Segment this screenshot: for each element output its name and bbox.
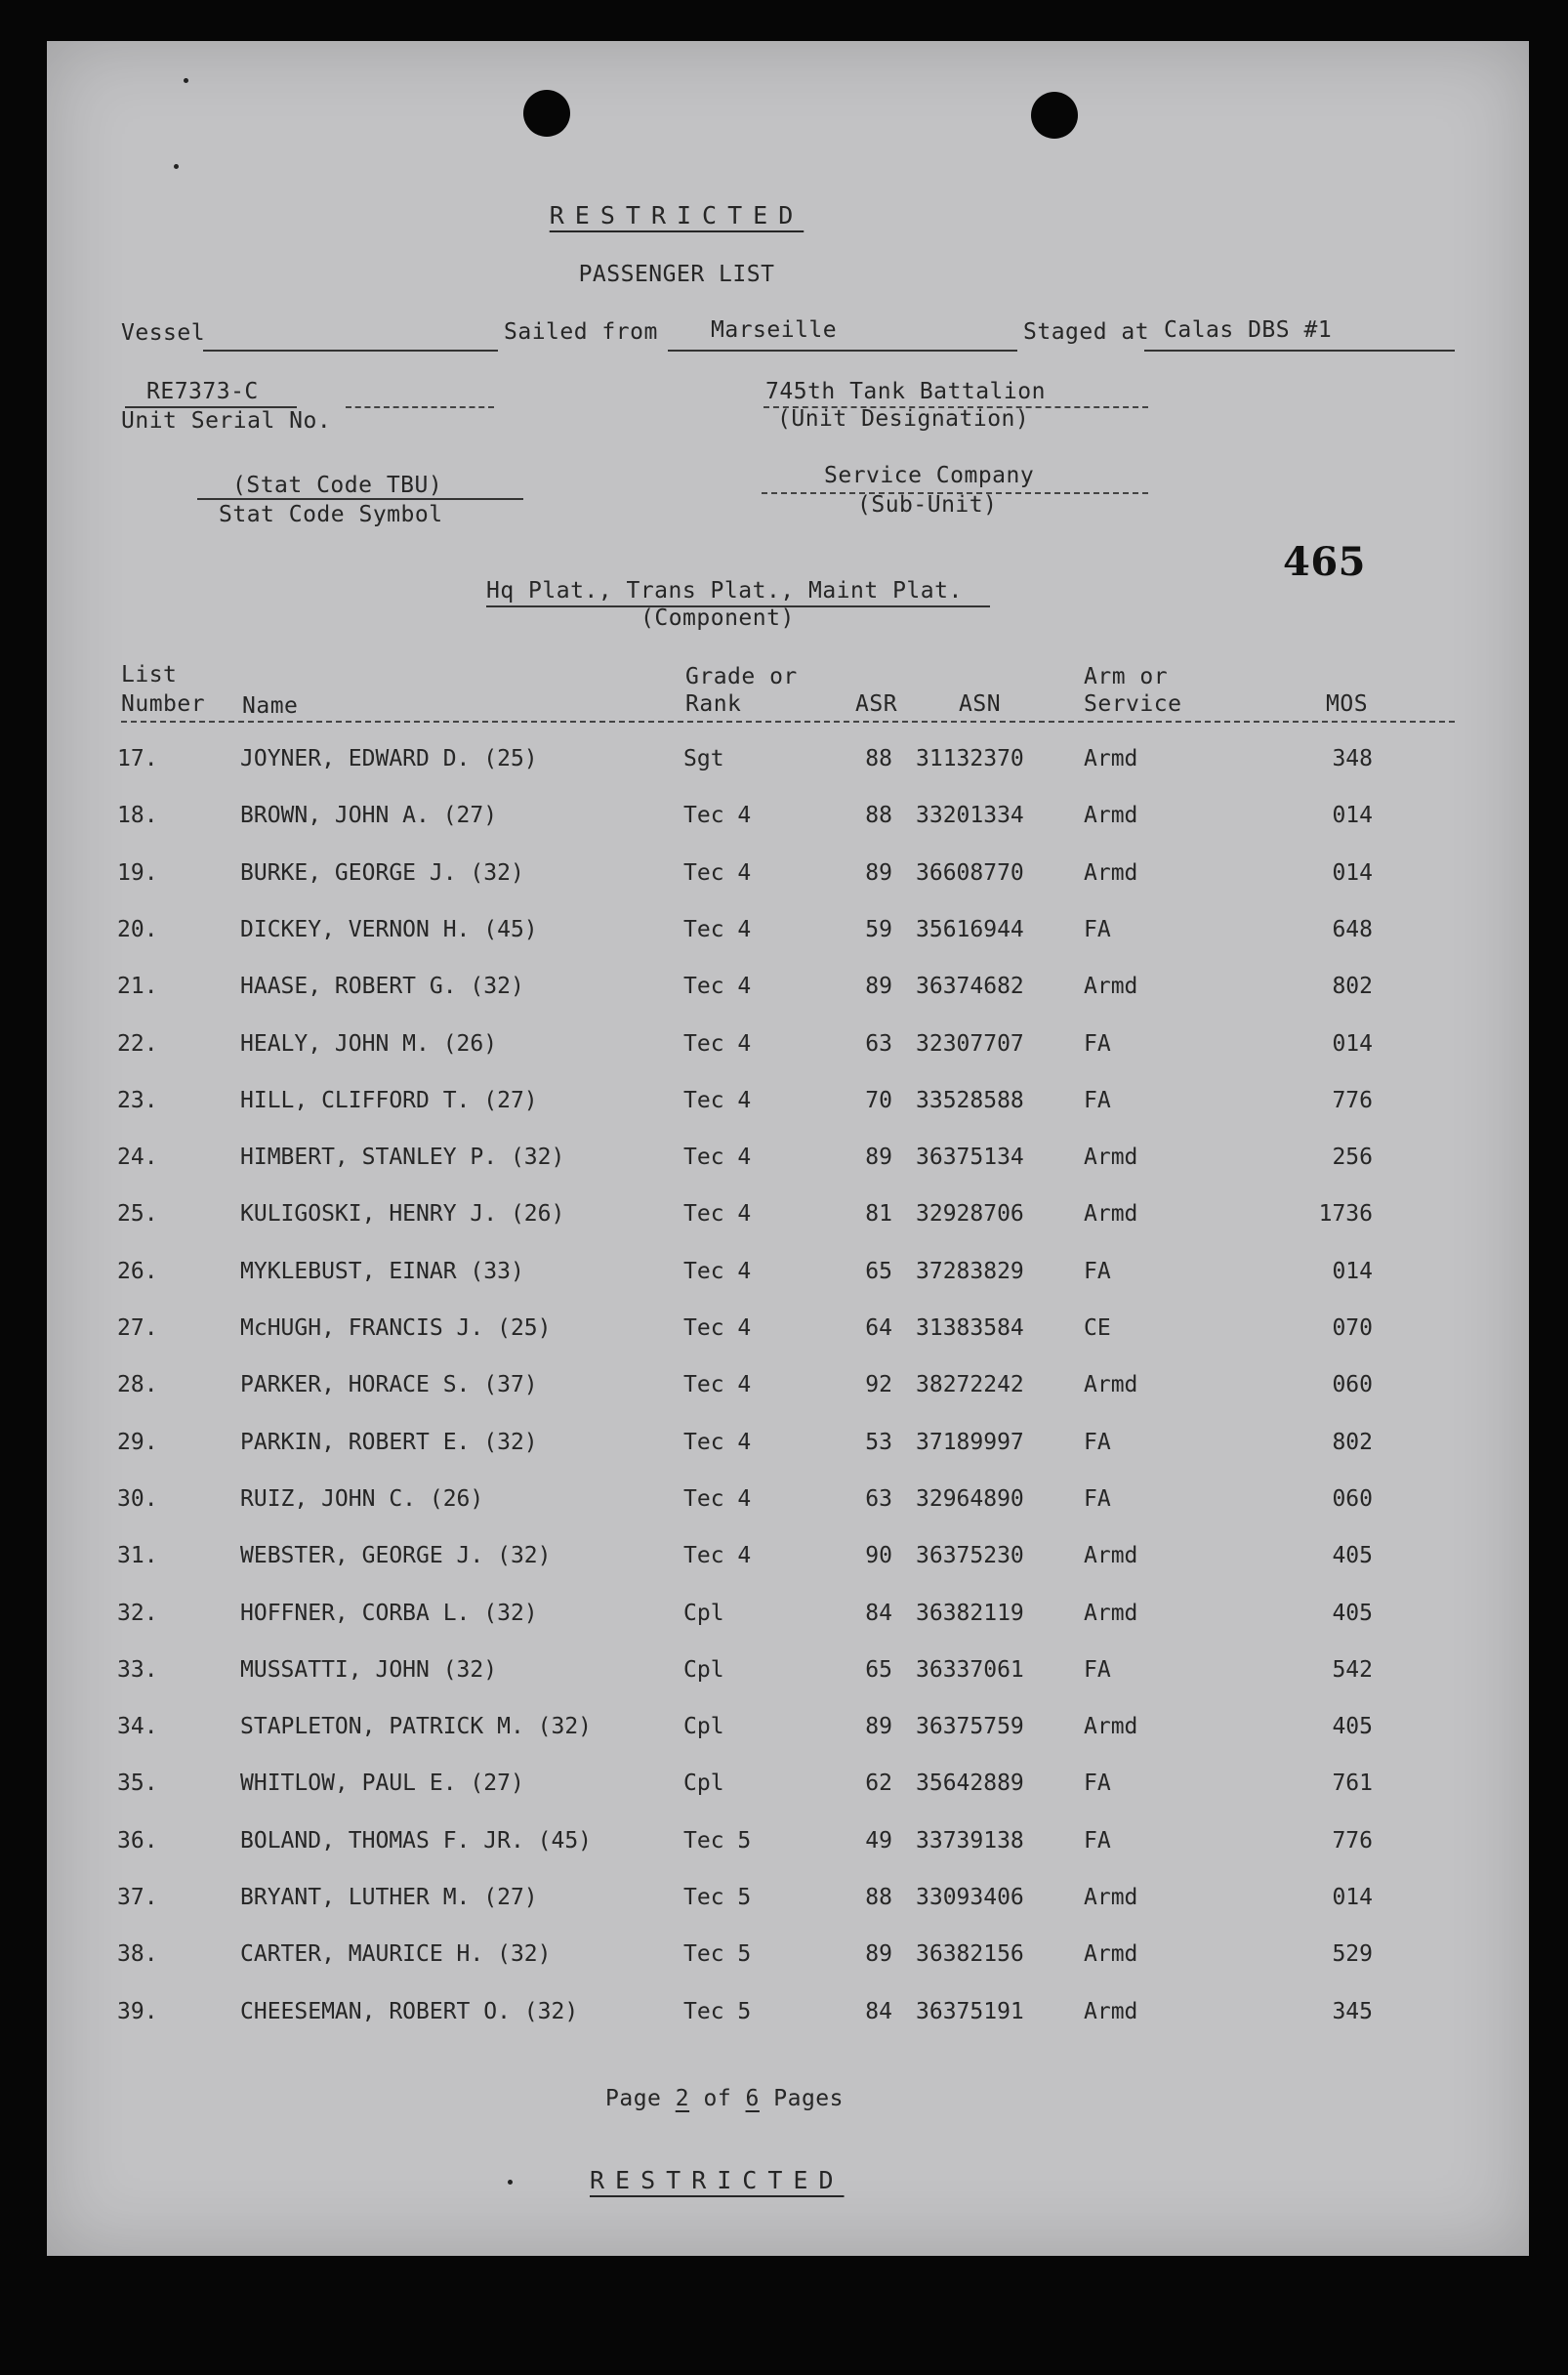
page-prefix: Page — [605, 2086, 662, 2111]
cell-arm: Armd — [1084, 1999, 1138, 2024]
cell-mos: 761 — [1332, 1771, 1373, 1796]
page-of: of — [703, 2086, 732, 2111]
cell-no: 34. — [117, 1714, 158, 1739]
cell-no: 29. — [117, 1430, 158, 1455]
document-title: PASSENGER LIST — [578, 262, 775, 287]
cell-name: WEBSTER, GEORGE J. (32) — [240, 1543, 552, 1568]
punch-hole-right — [1031, 92, 1078, 139]
header-rule — [121, 721, 1455, 723]
cell-arm: Armd — [1084, 1714, 1138, 1739]
cell-grade: Tec 4 — [683, 1201, 752, 1227]
cell-mos: 802 — [1332, 974, 1373, 999]
page-total: 6 — [745, 2086, 760, 2111]
cell-no: 31. — [117, 1543, 158, 1568]
cell-mos: 256 — [1332, 1145, 1373, 1170]
col-header-arm: Arm or — [1084, 664, 1169, 689]
cell-asn: 33093406 — [916, 1885, 1024, 1910]
unit-designation-label: (Unit Designation) — [777, 406, 1030, 432]
classification-footer: RESTRICTED — [590, 2166, 845, 2194]
cell-name: CHEESEMAN, ROBERT O. (32) — [240, 1999, 579, 2024]
cell-mos: 014 — [1332, 803, 1373, 828]
cell-asn: 31132370 — [916, 746, 1024, 771]
cell-name: PARKIN, ROBERT E. (32) — [240, 1430, 538, 1455]
page-indicator — [605, 2086, 844, 2111]
cell-mos: 348 — [1332, 746, 1373, 771]
sailed-from-value: Marseille — [711, 317, 838, 343]
cell-grade: Tec 5 — [683, 1999, 752, 2024]
cell-asn: 32928706 — [916, 1201, 1024, 1227]
cell-grade: Tec 4 — [683, 860, 752, 886]
cell-asr: 92 — [865, 1372, 892, 1397]
staged-at-label: Staged at — [1023, 319, 1150, 345]
cell-asn: 33528588 — [916, 1088, 1024, 1113]
cell-name: KULIGOSKI, HENRY J. (26) — [240, 1201, 565, 1227]
cell-arm: Armd — [1084, 1543, 1138, 1568]
cell-name: HOFFNER, CORBA L. (32) — [240, 1601, 538, 1626]
col-header-service: Service — [1084, 691, 1182, 717]
component-label: (Component) — [640, 605, 795, 631]
cell-asn: 32964890 — [916, 1486, 1024, 1512]
cell-asr: 88 — [865, 1885, 892, 1910]
cell-grade: Tec 4 — [683, 1088, 752, 1113]
cell-asr: 63 — [865, 1031, 892, 1057]
cell-asn: 36375191 — [916, 1999, 1024, 2024]
cell-arm: FA — [1084, 1657, 1111, 1683]
cell-grade: Tec 4 — [683, 1372, 752, 1397]
cell-asr: 84 — [865, 1601, 892, 1626]
cell-asn: 35616944 — [916, 917, 1024, 942]
cell-grade: Tec 4 — [683, 1430, 752, 1455]
col-header-name: Name — [242, 693, 299, 719]
cell-no: 26. — [117, 1259, 158, 1284]
cell-asn: 36374682 — [916, 974, 1024, 999]
cell-name: BRYANT, LUTHER M. (27) — [240, 1885, 538, 1910]
cell-asr: 63 — [865, 1486, 892, 1512]
punch-hole-left — [523, 90, 570, 137]
cell-mos: 776 — [1332, 1828, 1373, 1854]
cell-mos: 345 — [1332, 1999, 1373, 2024]
cell-asn: 38272242 — [916, 1372, 1024, 1397]
cell-grade: Tec 4 — [683, 917, 752, 942]
cell-mos: 776 — [1332, 1088, 1373, 1113]
cell-no: 39. — [117, 1999, 158, 2024]
cell-name: BOLAND, THOMAS F. JR. (45) — [240, 1828, 593, 1854]
cell-grade: Sgt — [683, 746, 724, 771]
stat-code-line — [197, 498, 523, 500]
cell-arm: Armd — [1084, 746, 1138, 771]
cell-asr: 90 — [865, 1543, 892, 1568]
cell-grade: Tec 5 — [683, 1828, 752, 1854]
cell-name: RUIZ, JOHN C. (26) — [240, 1486, 484, 1512]
unit-serial-value: RE7373-C — [146, 379, 259, 404]
cell-grade: Cpl — [683, 1601, 724, 1626]
col-header-mos: MOS — [1326, 691, 1369, 717]
cell-no: 36. — [117, 1828, 158, 1854]
cell-no: 19. — [117, 860, 158, 886]
cell-no: 20. — [117, 917, 158, 942]
cell-arm: Armd — [1084, 1941, 1138, 1967]
component-value: Hq Plat., Trans Plat., Maint Plat. — [486, 578, 963, 604]
cell-asn: 31383584 — [916, 1315, 1024, 1341]
cell-arm: Armd — [1084, 1372, 1138, 1397]
cell-grade: Tec 4 — [683, 1486, 752, 1512]
cell-arm: Armd — [1084, 1201, 1138, 1227]
cell-arm: FA — [1084, 1259, 1111, 1284]
cell-grade: Tec 4 — [683, 1259, 752, 1284]
cell-name: BROWN, JOHN A. (27) — [240, 803, 498, 828]
cell-grade: Cpl — [683, 1657, 724, 1683]
staged-at-line — [1144, 350, 1455, 352]
vessel-label: Vessel — [121, 320, 206, 346]
cell-mos: 060 — [1332, 1372, 1373, 1397]
cell-asn: 36375230 — [916, 1543, 1024, 1568]
cell-asr: 89 — [865, 974, 892, 999]
cell-no: 35. — [117, 1771, 158, 1796]
cell-grade: Tec 5 — [683, 1941, 752, 1967]
cell-mos: 405 — [1332, 1601, 1373, 1626]
cell-mos: 014 — [1332, 1031, 1373, 1057]
cell-mos: 542 — [1332, 1657, 1373, 1683]
cell-grade: Cpl — [683, 1771, 724, 1796]
cell-name: HILL, CLIFFORD T. (27) — [240, 1088, 538, 1113]
cell-name: McHUGH, FRANCIS J. (25) — [240, 1315, 552, 1341]
cell-grade: Cpl — [683, 1714, 724, 1739]
unit-serial-dash — [346, 406, 494, 408]
cell-asr: 88 — [865, 803, 892, 828]
cell-no: 30. — [117, 1486, 158, 1512]
cell-asr: 89 — [865, 1714, 892, 1739]
page-suffix: Pages — [773, 2086, 844, 2111]
cell-no: 17. — [117, 746, 158, 771]
stat-code-value: (Stat Code TBU) — [232, 473, 443, 498]
cell-name: HEALY, JOHN M. (26) — [240, 1031, 498, 1057]
cell-name: MUSSATTI, JOHN (32) — [240, 1657, 498, 1683]
cell-name: WHITLOW, PAUL E. (27) — [240, 1771, 524, 1796]
unit-serial-label: Unit Serial No. — [121, 408, 332, 434]
cell-mos: 1736 — [1318, 1201, 1373, 1227]
cell-name: JOYNER, EDWARD D. (25) — [240, 746, 538, 771]
cell-arm: Armd — [1084, 803, 1138, 828]
cell-name: MYKLEBUST, EINAR (33) — [240, 1259, 524, 1284]
cell-no: 37. — [117, 1885, 158, 1910]
cell-asr: 88 — [865, 746, 892, 771]
cell-arm: FA — [1084, 1088, 1111, 1113]
sub-unit-value: Service Company — [824, 463, 1035, 488]
cell-asn: 35642889 — [916, 1771, 1024, 1796]
cell-name: BURKE, GEORGE J. (32) — [240, 860, 524, 886]
col-header-grade: Grade or — [685, 664, 798, 689]
cell-mos: 014 — [1332, 1885, 1373, 1910]
cell-no: 18. — [117, 803, 158, 828]
cell-grade: Tec 4 — [683, 1031, 752, 1057]
cell-mos: 802 — [1332, 1430, 1373, 1455]
cell-no: 24. — [117, 1145, 158, 1170]
col-header-asr: ASR — [855, 691, 898, 717]
sailed-from-label: Sailed from — [504, 319, 658, 345]
cell-grade: Tec 4 — [683, 974, 752, 999]
cell-name: HIMBERT, STANLEY P. (32) — [240, 1145, 565, 1170]
cell-name: CARTER, MAURICE H. (32) — [240, 1941, 552, 1967]
cell-arm: Armd — [1084, 974, 1138, 999]
cell-asn: 33201334 — [916, 803, 1024, 828]
cell-arm: FA — [1084, 1486, 1111, 1512]
cell-no: 28. — [117, 1372, 158, 1397]
cell-arm: CE — [1084, 1315, 1111, 1341]
cell-asn: 36375759 — [916, 1714, 1024, 1739]
cell-name: DICKEY, VERNON H. (45) — [240, 917, 538, 942]
cell-mos: 060 — [1332, 1486, 1373, 1512]
cell-arm: Armd — [1084, 1601, 1138, 1626]
speck-mark — [174, 164, 179, 169]
col-header-number: Number — [121, 691, 206, 717]
cell-grade: Tec 4 — [683, 803, 752, 828]
cell-no: 23. — [117, 1088, 158, 1113]
cell-asr: 70 — [865, 1088, 892, 1113]
cell-asn: 36375134 — [916, 1145, 1024, 1170]
cell-no: 27. — [117, 1315, 158, 1341]
sailed-from-line — [668, 350, 1017, 352]
cell-asn: 36608770 — [916, 860, 1024, 886]
cell-asr: 84 — [865, 1999, 892, 2024]
cell-asn: 37283829 — [916, 1259, 1024, 1284]
cell-asr: 59 — [865, 917, 892, 942]
cell-asr: 49 — [865, 1828, 892, 1854]
cell-no: 32. — [117, 1601, 158, 1626]
vessel-field-line — [203, 350, 498, 352]
cell-arm: FA — [1084, 1771, 1111, 1796]
cell-asn: 33739138 — [916, 1828, 1024, 1854]
cell-mos: 014 — [1332, 1259, 1373, 1284]
page-number: 2 — [675, 2086, 690, 2111]
cell-asn: 37189997 — [916, 1430, 1024, 1455]
cell-arm: Armd — [1084, 1885, 1138, 1910]
unit-designation-value: 745th Tank Battalion — [765, 379, 1046, 404]
cell-name: STAPLETON, PATRICK M. (32) — [240, 1714, 593, 1739]
cell-grade: Tec 4 — [683, 1145, 752, 1170]
sub-unit-label: (Sub-Unit) — [857, 492, 998, 518]
cell-arm: FA — [1084, 917, 1111, 942]
cell-mos: 529 — [1332, 1941, 1373, 1967]
cell-asn: 36382119 — [916, 1601, 1024, 1626]
cell-arm: FA — [1084, 1828, 1111, 1854]
cell-mos: 405 — [1332, 1543, 1373, 1568]
cell-mos: 014 — [1332, 860, 1373, 886]
cell-no: 22. — [117, 1031, 158, 1057]
cell-asr: 62 — [865, 1771, 892, 1796]
speck-mark — [508, 2180, 513, 2185]
staged-at-value: Calas DBS #1 — [1164, 317, 1333, 343]
classification-header: RESTRICTED — [549, 201, 805, 229]
cell-name: HAASE, ROBERT G. (32) — [240, 974, 524, 999]
cell-asn: 36337061 — [916, 1657, 1024, 1683]
page-stamp-number: 465 — [1283, 539, 1366, 585]
cell-arm: FA — [1084, 1031, 1111, 1057]
cell-grade: Tec 4 — [683, 1315, 752, 1341]
cell-no: 33. — [117, 1657, 158, 1683]
cell-arm: FA — [1084, 1430, 1111, 1455]
cell-no: 38. — [117, 1941, 158, 1967]
cell-name: PARKER, HORACE S. (37) — [240, 1372, 538, 1397]
cell-asr: 65 — [865, 1259, 892, 1284]
cell-asn: 32307707 — [916, 1031, 1024, 1057]
cell-asr: 64 — [865, 1315, 892, 1341]
cell-asr: 81 — [865, 1201, 892, 1227]
cell-no: 21. — [117, 974, 158, 999]
cell-grade: Tec 4 — [683, 1543, 752, 1568]
col-header-rank: Rank — [685, 691, 742, 717]
cell-asr: 89 — [865, 1941, 892, 1967]
col-header-asn: ASN — [959, 691, 1002, 717]
cell-arm: Armd — [1084, 860, 1138, 886]
cell-grade: Tec 5 — [683, 1885, 752, 1910]
cell-no: 25. — [117, 1201, 158, 1227]
cell-asr: 65 — [865, 1657, 892, 1683]
cell-asr: 53 — [865, 1430, 892, 1455]
speck-mark — [184, 78, 188, 83]
cell-asn: 36382156 — [916, 1941, 1024, 1967]
document-sheet — [47, 41, 1529, 2256]
cell-arm: Armd — [1084, 1145, 1138, 1170]
cell-asr: 89 — [865, 860, 892, 886]
cell-mos: 070 — [1332, 1315, 1373, 1341]
col-header-list: List — [121, 662, 178, 688]
stat-code-label: Stat Code Symbol — [219, 502, 443, 527]
cell-mos: 405 — [1332, 1714, 1373, 1739]
cell-mos: 648 — [1332, 917, 1373, 942]
cell-asr: 89 — [865, 1145, 892, 1170]
